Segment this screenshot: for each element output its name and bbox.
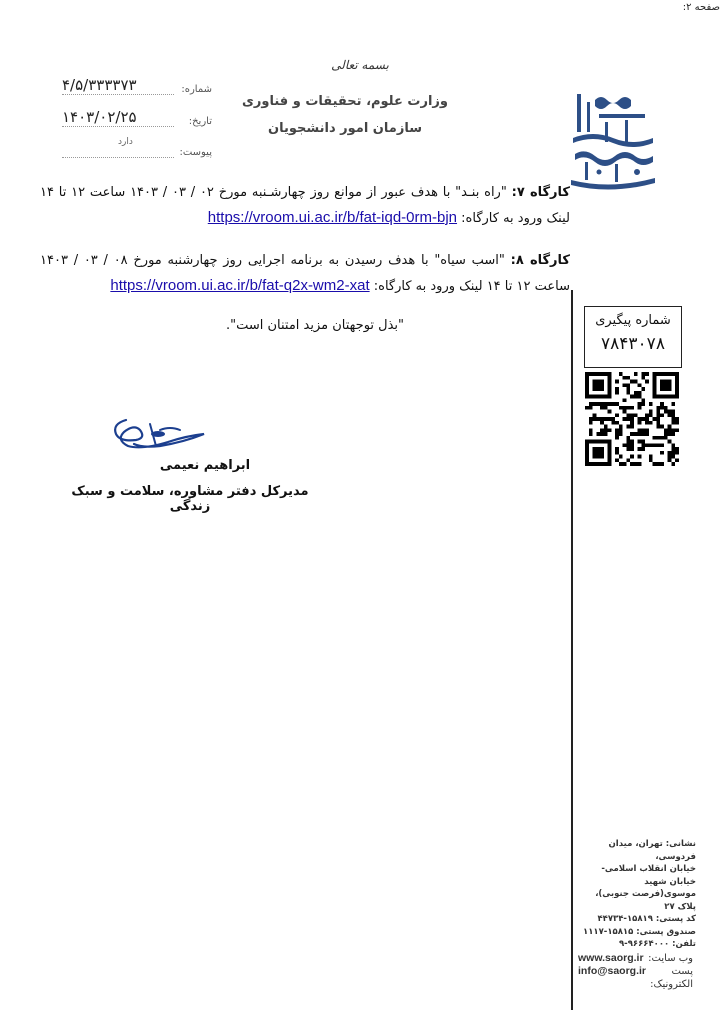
workshop-8-text: "اسب سیاه" با هدف رسیدن به برنامه اجرایی روز چهارشنبه مورخ ۰۸ / ۰۳ / ۱۴۰۳ ساعت ۱۲ تا ۱۴ لینک ورود به کارگاه: — [40, 253, 570, 294]
address-block — [576, 838, 696, 951]
workshop-7-title: کارگاه ۷: — [511, 185, 570, 200]
letter-date-label: تاریخ: — [188, 116, 212, 127]
tracking-number-box — [584, 306, 682, 368]
email-label: پست الکترونیک: — [650, 966, 693, 990]
workshop-7-link[interactable]: https://vroom.ui.ac.ir/b/fat-iqd-0rm-bjn — [207, 209, 458, 226]
signer-title: مدیرکل دفتر مشاوره، سلامت و سبک زندگی — [71, 484, 309, 514]
letter-number-label: شماره: — [181, 84, 212, 95]
closing-remark: "بذل توجهتان مزید امتنان است". — [225, 318, 405, 333]
tracking-number: ۷۸۴۳۰۷۸ — [601, 334, 665, 354]
website-label: وب سایت: — [648, 953, 693, 964]
letter-number-value: ۴/۵/۳۳۳۳۷۳ — [62, 76, 137, 94]
address-line: خیابان انقلاب اسلامی-خیابان شهید — [601, 864, 696, 887]
attachment-row — [62, 143, 212, 163]
website-link[interactable]: www.saorg.ir — [578, 952, 644, 964]
dotted-line — [62, 94, 174, 95]
workshop-7-text: "راه بنـد" با هدف عبور از موانع روز چهارشـنبه مورخ ۰۲ / ۰۳ / ۱۴۰۳ ساعت ۱۲ تا ۱۴ لینک ورود به کارگاه: — [40, 185, 570, 226]
signature-icon — [108, 412, 218, 458]
address-line: تلفن: ۹۶۶۶۴۰۰۰-۹ — [618, 939, 696, 949]
signer-name: ابراهیم نعیمی — [159, 458, 251, 473]
workshop-7 — [40, 180, 570, 231]
organization-name: سازمان امور دانشجویان — [268, 121, 422, 136]
qr-code-icon — [585, 372, 679, 466]
dotted-line — [62, 126, 174, 127]
letter-date-row — [62, 108, 212, 132]
attachment-note: دارد — [118, 137, 133, 147]
email-link[interactable]: info@saorg.ir — [578, 965, 646, 977]
address-line: صندوق پستی: ۱۵۸۱۵-۱۱۱۷ — [583, 926, 696, 937]
address-line: نشانی: تهران، میدان فردوسی، — [608, 839, 696, 862]
address-line: موسوی(فرصت جنوبی)، پلاک ۲۷ — [595, 889, 696, 912]
tracking-label: شماره پیگیری — [595, 313, 671, 328]
workshop-8-link[interactable]: https://vroom.ui.ac.ir/b/fat-q2x-wm2-xat — [110, 277, 370, 294]
workshop-8 — [40, 248, 570, 299]
basmala: بسمه تعالی — [331, 58, 389, 72]
page-number: صفحه ۲: — [682, 2, 720, 13]
ministry-name: وزارت علوم، تحقیقات و فناوری — [242, 94, 448, 109]
saorg-logo — [565, 92, 661, 192]
workshop-8-title: کارگاه ۸: — [510, 253, 570, 268]
letter-number-row — [62, 76, 212, 100]
dotted-line — [62, 157, 174, 158]
address-line: کد پستی: ۱۵۸۱۹-۴۴۷۳۴ — [597, 914, 696, 924]
vertical-divider — [571, 290, 573, 1010]
contact-block — [578, 952, 693, 991]
attachment-label: پیوست: — [179, 147, 212, 158]
letter-date-value: ۱۴۰۳/۰۲/۲۵ — [62, 108, 137, 126]
